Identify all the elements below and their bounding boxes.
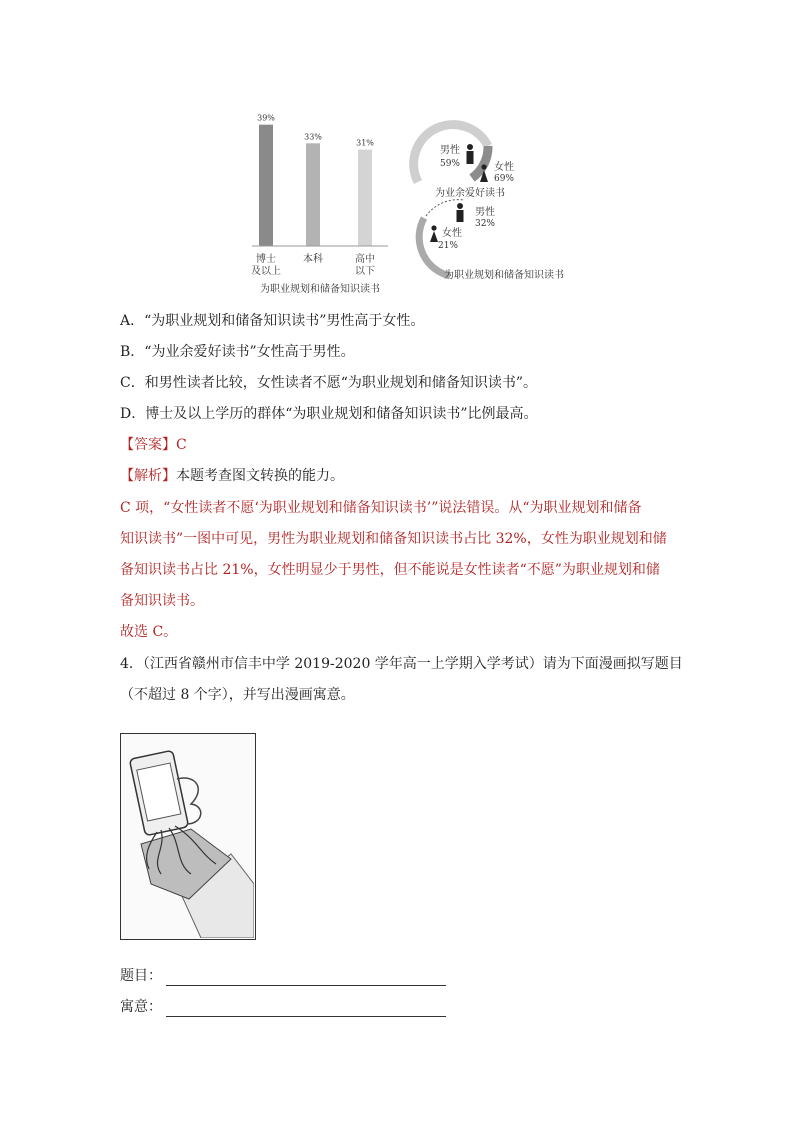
option-b: B．“为业余爱好读书”女性高于男性。 [120, 344, 355, 360]
question4-stem-cont: （不超过 8 个字），并写出漫画寓意。 [120, 687, 355, 703]
analysis-tag: 【解析】 [120, 468, 176, 484]
bar-category-label: 本科 [303, 254, 323, 265]
cartoon-image [120, 733, 256, 940]
donut-career-male-value: 32% [474, 219, 496, 229]
option-a: A．“为职业规划和储备知识读书”男性高于女性。 [120, 313, 425, 329]
option-c: C．和男性读者比较，女性读者不愿“为职业规划和储备知识读书”。 [120, 375, 538, 391]
donut-career-female-value: 21% [437, 241, 459, 251]
bar-chart-xlabel: 为职业规划和储备知识读书 [260, 284, 380, 295]
title-label: 题目： [120, 968, 162, 984]
donut-hobby-female-label: 女性 [494, 162, 514, 173]
title-field-row [120, 966, 446, 986]
bar-category-label: 高中 [355, 254, 375, 265]
analysis-paragraph-line: 备知识读书占比 21%，女性明显少于男性，但不能说是女性读者“不愿”为职业规划和储 [120, 562, 660, 578]
bar [306, 143, 320, 246]
donut-career-male-label: 男性 [475, 207, 495, 218]
analysis-line [120, 466, 344, 486]
answer-line [120, 435, 187, 455]
donut-hobby-male-label: 男性 [440, 145, 460, 156]
donut-hobby-title: 为业余爱好读书 [435, 188, 505, 199]
cartoon-drawing [121, 734, 254, 938]
analysis-paragraph-line: 备知识读书。 [120, 593, 204, 609]
donut-hobby-female-arc [472, 146, 488, 178]
answer-tag: 【答案】 [120, 437, 176, 453]
bar-value-label: 33% [304, 132, 322, 142]
analysis-conclusion: 故选 C。 [120, 624, 178, 640]
female-figure-icon [430, 225, 438, 242]
meaning-label: 寓意： [120, 999, 162, 1015]
bar-category-label: 博士 [256, 254, 276, 265]
bar-category-label: 以下 [355, 266, 375, 277]
bar-value-label: 39% [257, 113, 275, 123]
question4-stem: 4．（江西省赣州市信丰中学 2019-2020 学年高一上学期入学考试）请为下面漫画拟写题目 [120, 656, 683, 672]
analysis-text: 本题考查图文转换的能力。 [176, 468, 344, 484]
analysis-paragraph-line: 知识读书”一图中可见，男性为职业规划和储备知识读书占比 32%，女性为职业规划和储 [120, 531, 667, 547]
bar-category-label: 及以上 [251, 266, 281, 277]
donut-career [400, 194, 580, 286]
answer-text: C [176, 437, 187, 453]
bar-value-label: 31% [356, 138, 374, 148]
male-figure-icon [467, 144, 474, 164]
donut-career-female-label: 女性 [442, 228, 462, 239]
male-figure-icon [457, 203, 464, 222]
donut-hobby-female-value: 69% [493, 174, 515, 184]
donut-hobby [400, 112, 530, 204]
title-blank-line[interactable] [166, 971, 446, 986]
donut-hobby-male-value: 59% [439, 159, 461, 169]
option-d: D．博士及以上学历的群体“为职业规划和储备知识读书”比例最高。 [120, 406, 538, 422]
bar [358, 150, 372, 246]
meaning-blank-line[interactable] [166, 1002, 446, 1017]
bar [259, 125, 273, 246]
meaning-field-row [120, 997, 446, 1017]
donut-career-title: 为职业规划和储备知识读书 [444, 270, 564, 281]
analysis-paragraph-line: C 项，“女性读者不愿‘为职业规划和储备知识读书’”说法错误。从“为职业规划和储备 [120, 500, 642, 516]
bar-chart [240, 100, 400, 300]
